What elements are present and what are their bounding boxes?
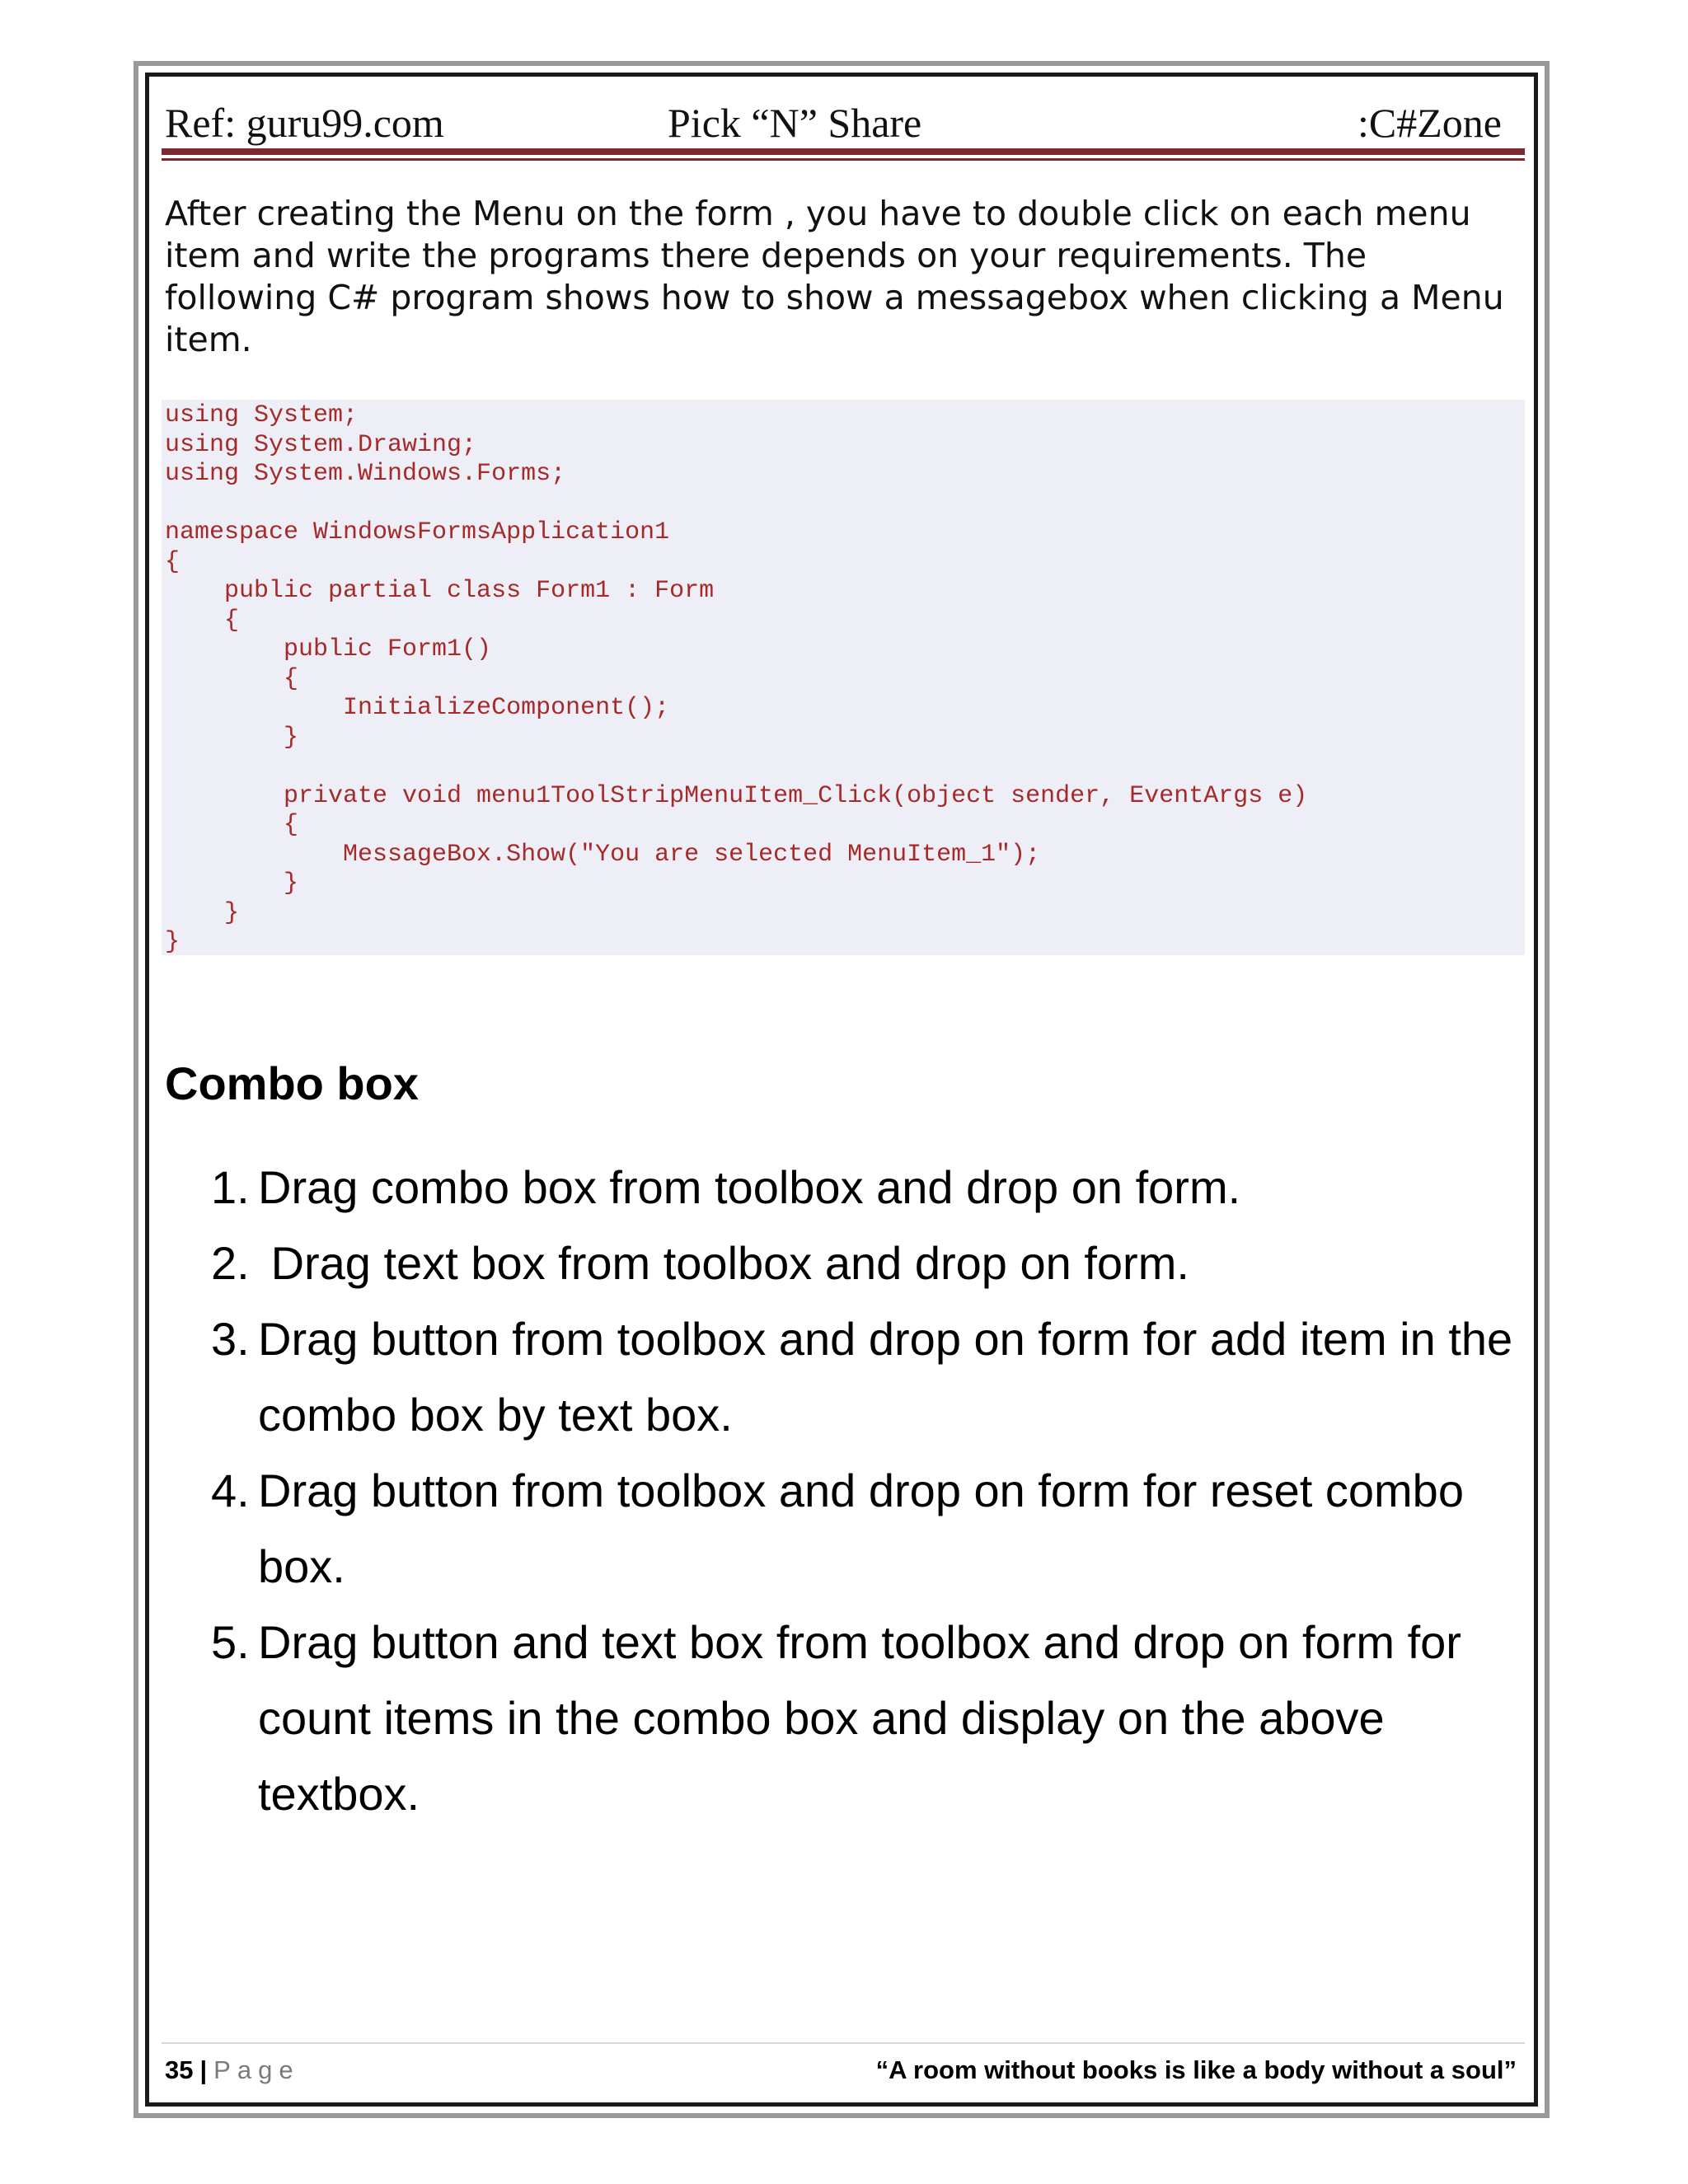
intro-paragraph: After creating the Menu on the form , you have to double click on each menu item and write the programs there depends on your requirements. The following C# program shows how to show a messagebox when clicking a Menu item. <box>165 194 1504 359</box>
page-header <box>165 91 1517 148</box>
code-line: } <box>165 898 240 927</box>
code-line: public partial class Form1 : Form <box>165 577 715 605</box>
step-text: Drag button and text box from toolbox and drop on form for count items in the combo box and display on the above textbox. <box>258 1616 1475 1820</box>
footer-page-info <box>165 2055 300 2085</box>
code-line: using System.Windows.Forms; <box>165 460 566 488</box>
code-line <box>165 752 1525 782</box>
step-item <box>165 1226 1525 1301</box>
step-text: Drag combo box from toolbox and drop on form. <box>258 1161 1241 1213</box>
code-line: private void menu1ToolStripMenuItem_Click(object sender, EventArgs e) <box>165 781 1308 810</box>
section-heading: Combo box <box>165 1057 419 1109</box>
step-text: Drag button from toolbox and drop on form for add item in the combo box by text box. <box>258 1313 1526 1441</box>
step-text: Drag button from toolbox and drop on form for reset combo box. <box>258 1465 1477 1592</box>
code-line: } <box>165 869 299 898</box>
step-number: 5. <box>211 1616 250 1668</box>
step-item <box>165 1605 1525 1832</box>
step-number: 1. <box>211 1161 250 1213</box>
code-block <box>162 400 1525 955</box>
page-label: Page <box>213 2055 300 2084</box>
code-line: using System; <box>165 401 359 429</box>
code-line: } <box>165 928 181 956</box>
step-item <box>165 1150 1525 1226</box>
code-line: using System.Drawing; <box>165 430 477 459</box>
page-separator: | <box>199 2055 208 2084</box>
code-line <box>165 490 1525 519</box>
footer-quote: “A room without books is like a body without a soul” <box>875 2055 1517 2084</box>
header-title: Pick “N” Share <box>668 100 922 146</box>
step-number: 3. <box>211 1313 250 1365</box>
header-rule-thick <box>162 148 1525 155</box>
step-item <box>165 1301 1525 1453</box>
steps-list <box>165 1150 1525 1832</box>
code-line: { <box>165 547 181 576</box>
step-text: Drag text box from toolbox and drop on form. <box>258 1237 1189 1289</box>
header-reference: Ref: guru99.com <box>165 100 444 146</box>
code-line: } <box>165 723 299 752</box>
code-line: { <box>165 811 299 839</box>
code-line: { <box>165 606 240 635</box>
header-rule-thin <box>162 158 1525 161</box>
code-line: public Form1() <box>165 635 492 663</box>
code-line: MessageBox.Show("You are selected MenuItem_1"); <box>165 840 1041 869</box>
code-line: InitializeComponent(); <box>165 694 670 722</box>
step-number: 4. <box>211 1465 250 1516</box>
footer-rule <box>162 2042 1525 2044</box>
header-zone: :C#Zone <box>1357 100 1502 146</box>
step-item <box>165 1453 1525 1605</box>
page-number: 35 <box>165 2055 194 2084</box>
code-line: namespace WindowsFormsApplication1 <box>165 518 670 546</box>
page-footer <box>165 2050 1517 2092</box>
step-number: 2. <box>211 1237 250 1289</box>
code-line: { <box>165 664 299 693</box>
code-listing <box>165 400 1525 958</box>
